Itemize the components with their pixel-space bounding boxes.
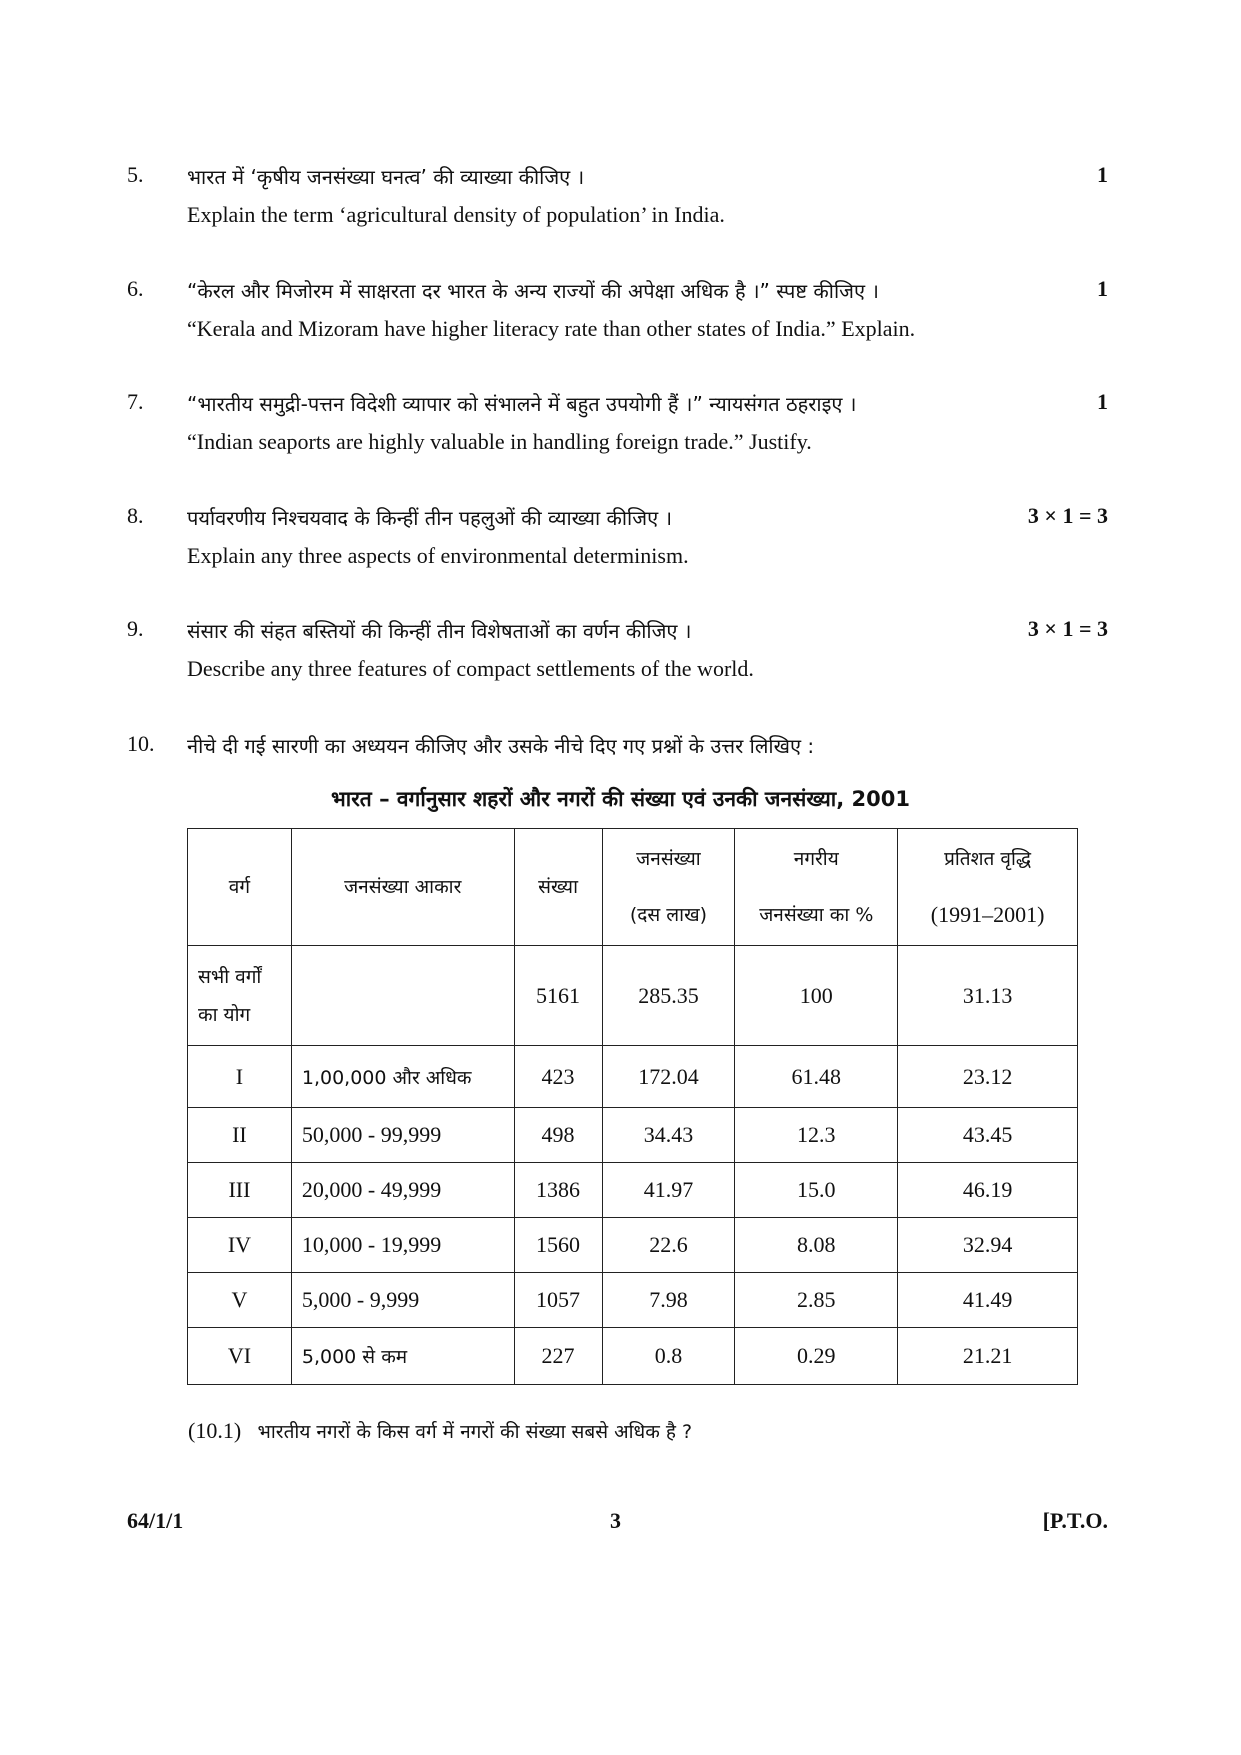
question-marks: 1: [1097, 276, 1108, 301]
table-row-total: [188, 946, 1078, 1046]
question-text-hindi: “केरल और मिजोरम में साक्षरता दर भारत के अन्य राज्यों की अपेक्षा अधिक है ।” स्पष्ट कीजिए ।: [187, 279, 879, 303]
table-row: [188, 1328, 1078, 1385]
question-marks: 1: [1097, 389, 1108, 414]
cell-urban-pct: 8.08: [735, 1218, 898, 1273]
question-text-hindi: संसार की संहत बस्तियों की किन्हीं तीन विशेषताओं का वर्णन कीजिए ।: [187, 619, 692, 643]
table-title: भारत – वर्गानुसार शहरों और नगरों की संख्या एवं उनकी जनसंख्या, 2001: [331, 787, 910, 811]
question-text-english: Explain any three aspects of environmental determinism.: [187, 543, 689, 568]
cell-population: 285.35: [602, 946, 735, 1046]
header-size: जनसंख्या आकार: [291, 829, 514, 946]
question-text-hindi: पर्यावरणीय निश्चयवाद के किन्हीं तीन पहलुओं की व्याख्या कीजिए ।: [187, 506, 673, 530]
question-text-hindi: भारत में ‘कृषीय जनसंख्या घनत्व’ की व्याख्या कीजिए ।: [187, 165, 585, 189]
cell-growth: 23.12: [898, 1046, 1078, 1108]
cell-size: [291, 946, 514, 1046]
header-population-line2: (दस लाख): [629, 904, 708, 926]
cell-urban-pct: 15.0: [735, 1163, 898, 1218]
question-number: 9.: [127, 616, 144, 641]
question-number: 7.: [127, 389, 144, 414]
cell-population: 172.04: [602, 1046, 735, 1108]
cell-size: 5,000 - 9,999: [291, 1273, 514, 1328]
cell-urban-pct: 2.85: [735, 1273, 898, 1328]
question-text-english: “Kerala and Mizoram have higher literacy rate than other states of India.” Explain.: [187, 316, 916, 341]
cell-growth: 31.13: [898, 946, 1078, 1046]
cell-class: I: [188, 1046, 292, 1108]
cell-population: 34.43: [602, 1108, 735, 1163]
cell-growth: 41.49: [898, 1273, 1078, 1328]
cell-population: 7.98: [602, 1273, 735, 1328]
question-marks: 3 × 1 = 3: [1027, 503, 1108, 528]
question-number: 10.: [127, 731, 155, 756]
cell-class: II: [188, 1108, 292, 1163]
page-number: 3: [610, 1508, 621, 1533]
subquestion-10-1: [188, 1418, 692, 1444]
cell-growth: 46.19: [898, 1163, 1078, 1218]
question-text-hindi: नीचे दी गई सारणी का अध्ययन कीजिए और उसके नीचे दिए गए प्रश्नों के उत्तर लिखिए :: [187, 734, 815, 758]
table-row: [188, 1218, 1078, 1273]
pto-label: [P.T.O.: [1042, 1508, 1108, 1533]
cell-count: 5161: [514, 946, 602, 1046]
cell-class: III: [188, 1163, 292, 1218]
cell-urban-pct: 12.3: [735, 1108, 898, 1163]
table-row: [188, 1046, 1078, 1108]
question-marks: 3 × 1 = 3: [1027, 616, 1108, 641]
question-marks: 1: [1097, 162, 1108, 187]
cell-class: VI: [188, 1328, 292, 1385]
question-number: 5.: [127, 162, 144, 187]
cell-urban-pct: 100: [735, 946, 898, 1046]
cell-count: 1560: [514, 1218, 602, 1273]
header-class: वर्ग: [188, 829, 292, 946]
header-population: [602, 829, 735, 946]
cell-class: V: [188, 1273, 292, 1328]
header-urban-line1: नगरीय: [793, 848, 839, 870]
table-row: [188, 1108, 1078, 1163]
table-row: [188, 1163, 1078, 1218]
header-population-line1: जनसंख्या: [636, 848, 701, 870]
cell-class: IV: [188, 1218, 292, 1273]
cell-count: 423: [514, 1046, 602, 1108]
population-table: [187, 828, 1078, 1385]
table-header-row: [188, 829, 1078, 946]
cell-urban-pct: 0.29: [735, 1328, 898, 1385]
question-text-english: Explain the term ‘agricultural density of population’ in India.: [187, 202, 725, 227]
question-text-english: Describe any three features of compact settlements of the world.: [187, 656, 754, 681]
cell-count: 1057: [514, 1273, 602, 1328]
cell-size: 10,000 - 19,999: [291, 1218, 514, 1273]
cell-size: 20,000 - 49,999: [291, 1163, 514, 1218]
cell-urban-pct: 61.48: [735, 1046, 898, 1108]
header-growth: [898, 829, 1078, 946]
subquestion-tag: (10.1): [188, 1418, 242, 1443]
header-growth-line1: प्रतिशत वृद्धि: [944, 848, 1032, 870]
cell-size: 5,000 से कम: [291, 1328, 514, 1385]
header-urban-line2: जनसंख्या का %: [759, 904, 874, 926]
header-count: संख्या: [514, 829, 602, 946]
cell-count: 1386: [514, 1163, 602, 1218]
cell-count: 227: [514, 1328, 602, 1385]
subquestion-text: भारतीय नगरों के किस वर्ग में नगरों की संख्या सबसे अधिक है ?: [257, 1421, 693, 1443]
cell-population: 0.8: [602, 1328, 735, 1385]
cell-population: 41.97: [602, 1163, 735, 1218]
cell-size: 50,000 - 99,999: [291, 1108, 514, 1163]
header-growth-line2: (1991–2001): [930, 902, 1045, 927]
question-text-hindi: “भारतीय समुद्री-पत्तन विदेशी व्यापार को संभालने में बहुत उपयोगी हैं ।” न्यायसंगत ठहराइए ।: [187, 392, 857, 416]
question-text-english: “Indian seaports are highly valuable in handling foreign trade.” Justify.: [187, 429, 812, 454]
cell-growth: 21.21: [898, 1328, 1078, 1385]
cell-growth: 43.45: [898, 1108, 1078, 1163]
table-row: [188, 1273, 1078, 1328]
cell-class: सभी वर्गों का योग: [188, 946, 292, 1046]
cell-population: 22.6: [602, 1218, 735, 1273]
header-urban-pct: [735, 829, 898, 946]
question-number: 6.: [127, 276, 144, 301]
cell-growth: 32.94: [898, 1218, 1078, 1273]
question-number: 8.: [127, 503, 144, 528]
cell-size: 1,00,000 और अधिक: [291, 1046, 514, 1108]
cell-count: 498: [514, 1108, 602, 1163]
paper-code: 64/1/1: [127, 1508, 184, 1533]
